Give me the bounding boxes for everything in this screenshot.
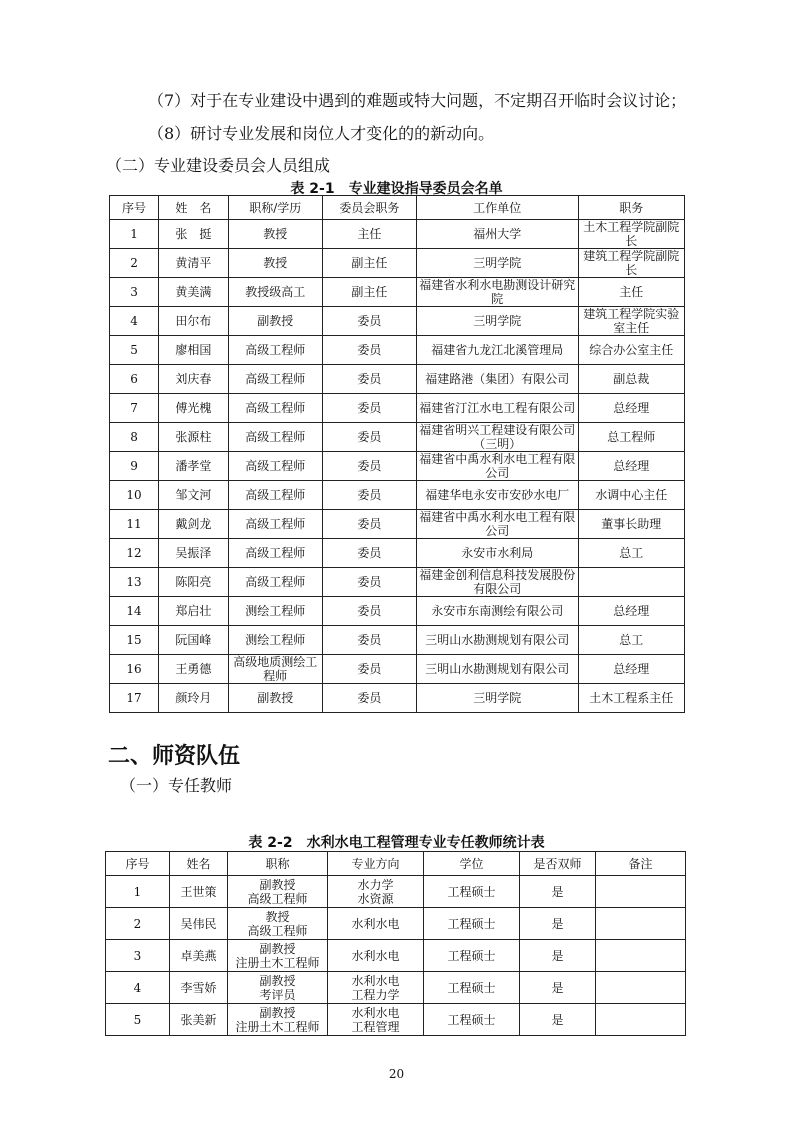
committee-table-cell: 委员 [322, 452, 416, 481]
committee-table-row [110, 220, 685, 249]
committee-table-cell: 副教授 [228, 307, 322, 336]
teacher-table-header-cell: 学位 [424, 852, 520, 876]
teacher-table-cell: 工程硕士 [424, 1004, 520, 1036]
teacher-table-cell: 副教授 注册土木工程师 [228, 940, 328, 972]
teacher-table-row [106, 876, 686, 908]
teacher-table-cell: 吴伟民 [170, 908, 228, 940]
committee-table-row [110, 249, 685, 278]
paragraph-item-8: （8）研讨专业发展和岗位人才变化的的新动向。 [148, 124, 495, 143]
committee-table-row [110, 336, 685, 365]
committee-table-row [110, 539, 685, 568]
committee-table-cell: 高级工程师 [228, 568, 322, 597]
committee-table-cell: 福建金创利信息科技发展股份有限公司 [416, 568, 578, 597]
committee-table-cell: 福建省汀江水电工程有限公司 [416, 394, 578, 423]
committee-table-cell: 13 [110, 568, 159, 597]
teacher-table-cell: 副教授 考评员 [228, 972, 328, 1004]
committee-table-row [110, 278, 685, 307]
committee-table-row [110, 394, 685, 423]
committee-table-cell: 委员 [322, 510, 416, 539]
committee-table-cell: 福建华电永安市安砂水电厂 [416, 481, 578, 510]
committee-table-cell: 委员 [322, 568, 416, 597]
committee-table-cell: 委员 [322, 481, 416, 510]
committee-table-header-cell: 工作单位 [416, 196, 578, 220]
teacher-table-cell: 是 [520, 908, 596, 940]
committee-table-cell: 黄美满 [159, 278, 229, 307]
committee-table-cell: 3 [110, 278, 159, 307]
subsection-title-committee: （二）专业建设委员会人员组成 [106, 156, 331, 175]
committee-table-cell: 11 [110, 510, 159, 539]
committee-table-cell: 高级工程师 [228, 539, 322, 568]
committee-table-cell: 郑启壮 [159, 597, 229, 626]
committee-table-cell: 8 [110, 423, 159, 452]
teacher-table-row [106, 940, 686, 972]
committee-table-cell: 福建省中禹水利水电工程有限公司 [416, 510, 578, 539]
committee-table-cell: 副总裁 [578, 365, 684, 394]
committee-table-row [110, 626, 685, 655]
committee-table-cell: 教授级高工 [228, 278, 322, 307]
committee-table [109, 195, 685, 713]
committee-table-cell: 三明山水勘测规划有限公司 [416, 655, 578, 684]
committee-table-cell: 土木工程系主任 [578, 684, 684, 713]
committee-table-header-cell: 职务 [578, 196, 684, 220]
committee-table-cell: 福建省中禹水利水电工程有限公司 [416, 452, 578, 481]
teacher-table-header-cell: 专业方向 [328, 852, 424, 876]
committee-table-cell: 总经理 [578, 452, 684, 481]
section-title-faculty: 二、师资队伍 [108, 744, 241, 769]
teacher-table-header-cell: 职称 [228, 852, 328, 876]
committee-table-cell: 委员 [322, 684, 416, 713]
committee-table-cell: 委员 [322, 307, 416, 336]
committee-table-cell: 福建路港（集团）有限公司 [416, 365, 578, 394]
committee-table-cell: 17 [110, 684, 159, 713]
teacher-table-row [106, 908, 686, 940]
committee-table-cell: 高级工程师 [228, 423, 322, 452]
teacher-table-cell: 5 [106, 1004, 170, 1036]
committee-table-row [110, 365, 685, 394]
committee-table-cell: 主任 [322, 220, 416, 249]
teacher-table-cell: 张美新 [170, 1004, 228, 1036]
teacher-table-cell: 3 [106, 940, 170, 972]
teacher-table-cell: 是 [520, 1004, 596, 1036]
teacher-table-cell: 4 [106, 972, 170, 1004]
committee-table-cell: 16 [110, 655, 159, 684]
committee-table-cell: 三明学院 [416, 307, 578, 336]
committee-table-cell: 委员 [322, 336, 416, 365]
committee-table-cell: 高级工程师 [228, 394, 322, 423]
committee-table-cell: 4 [110, 307, 159, 336]
committee-table-cell [578, 568, 684, 597]
committee-table-cell: 福建省水利水电勘测设计研究院 [416, 278, 578, 307]
committee-table-cell: 教授 [228, 220, 322, 249]
committee-table-cell: 委员 [322, 423, 416, 452]
committee-table-cell: 建筑工程学院副院长 [578, 249, 684, 278]
committee-table-cell: 邹文河 [159, 481, 229, 510]
teacher-table-header-cell: 姓名 [170, 852, 228, 876]
committee-table-cell: 傅光槐 [159, 394, 229, 423]
committee-table-cell: 永安市水利局 [416, 539, 578, 568]
committee-table-cell: 高级工程师 [228, 365, 322, 394]
committee-table-cell: 总工 [578, 626, 684, 655]
teacher-table-cell: 王世策 [170, 876, 228, 908]
committee-table-cell: 2 [110, 249, 159, 278]
committee-table-cell: 10 [110, 481, 159, 510]
committee-table-row [110, 423, 685, 452]
committee-table-cell: 三明学院 [416, 249, 578, 278]
committee-table-cell: 张 挺 [159, 220, 229, 249]
teacher-table-cell: 教授 高级工程师 [228, 908, 328, 940]
teacher-table-cell: 李雪娇 [170, 972, 228, 1004]
teacher-table-cell: 是 [520, 940, 596, 972]
committee-table-row [110, 510, 685, 539]
committee-table-row [110, 452, 685, 481]
subsection-title-fulltime: （一）专任教师 [120, 776, 233, 795]
committee-table-cell: 1 [110, 220, 159, 249]
teacher-table-cell: 1 [106, 876, 170, 908]
committee-table-cell: 总工程师 [578, 423, 684, 452]
committee-table-cell: 委员 [322, 394, 416, 423]
committee-table-cell: 总经理 [578, 394, 684, 423]
teacher-table-cell: 是 [520, 972, 596, 1004]
committee-table-header-cell: 委员会职务 [322, 196, 416, 220]
committee-table-row [110, 307, 685, 336]
teacher-table-cell: 水利水电 [328, 908, 424, 940]
committee-table-cell: 测绘工程师 [228, 626, 322, 655]
committee-table-cell: 7 [110, 394, 159, 423]
committee-table-cell: 王勇德 [159, 655, 229, 684]
teacher-table-cell: 工程硕士 [424, 876, 520, 908]
table2-caption: 表 2-2 水利水电工程管理专业专任教师统计表 [248, 835, 545, 851]
teacher-table-cell: 水利水电 [328, 940, 424, 972]
committee-table-cell: 田尔布 [159, 307, 229, 336]
committee-table-cell: 委员 [322, 597, 416, 626]
teacher-table-cell [596, 972, 686, 1004]
committee-table-cell: 6 [110, 365, 159, 394]
committee-table-cell: 高级工程师 [228, 336, 322, 365]
committee-table-cell: 福州大学 [416, 220, 578, 249]
teacher-table-header-cell: 序号 [106, 852, 170, 876]
committee-table-cell: 教授 [228, 249, 322, 278]
committee-table-cell: 委员 [322, 539, 416, 568]
committee-table-cell: 副教授 [228, 684, 322, 713]
teacher-table-cell: 水力学 水资源 [328, 876, 424, 908]
teacher-table-header-cell: 备注 [596, 852, 686, 876]
committee-table-cell: 刘庆春 [159, 365, 229, 394]
committee-table-cell: 委员 [322, 655, 416, 684]
committee-table-cell: 戴剑龙 [159, 510, 229, 539]
teacher-table-row [106, 972, 686, 1004]
committee-table-row [110, 655, 685, 684]
paragraph-item-7: （7）对于在专业建设中遇到的难题或特大问题，不定期召开临时会议讨论； [148, 91, 687, 110]
committee-table-cell: 福建省九龙江北溪管理局 [416, 336, 578, 365]
committee-table-cell: 委员 [322, 626, 416, 655]
committee-table-cell: 水调中心主任 [578, 481, 684, 510]
teacher-table-cell: 副教授 高级工程师 [228, 876, 328, 908]
teacher-table-cell: 水利水电 工程力学 [328, 972, 424, 1004]
committee-table-cell: 高级工程师 [228, 452, 322, 481]
teacher-table-cell: 副教授 注册土木工程师 [228, 1004, 328, 1036]
teacher-table-cell: 工程硕士 [424, 940, 520, 972]
committee-table-cell: 9 [110, 452, 159, 481]
committee-table-cell: 总经理 [578, 597, 684, 626]
teacher-table-cell [596, 1004, 686, 1036]
table1-caption: 表 2-1 专业建设指导委员会名单 [290, 181, 503, 197]
committee-table-cell: 12 [110, 539, 159, 568]
teacher-table-header-cell: 是否双师 [520, 852, 596, 876]
committee-table-cell: 委员 [322, 365, 416, 394]
page-number: 20 [388, 1067, 405, 1081]
teacher-table-cell: 工程硕士 [424, 972, 520, 1004]
committee-table-cell: 潘孝堂 [159, 452, 229, 481]
committee-table-header-cell: 职称/学历 [228, 196, 322, 220]
committee-table-cell: 高级地质测绘工程师 [228, 655, 322, 684]
teacher-table-cell [596, 876, 686, 908]
committee-table-cell: 总工 [578, 539, 684, 568]
committee-table-cell: 福建省明兴工程建设有限公司（三明） [416, 423, 578, 452]
teacher-table-cell: 水利水电 工程管理 [328, 1004, 424, 1036]
committee-table-cell: 测绘工程师 [228, 597, 322, 626]
committee-table-cell: 综合办公室主任 [578, 336, 684, 365]
teacher-table-cell: 2 [106, 908, 170, 940]
committee-table-header-cell: 姓 名 [159, 196, 229, 220]
committee-table-header-cell: 序号 [110, 196, 159, 220]
committee-table-cell: 黄清平 [159, 249, 229, 278]
committee-table-cell: 5 [110, 336, 159, 365]
committee-table-row [110, 481, 685, 510]
committee-table-cell: 廖相国 [159, 336, 229, 365]
teacher-table-cell [596, 940, 686, 972]
committee-table-row [110, 597, 685, 626]
teacher-table-cell: 卓美燕 [170, 940, 228, 972]
committee-table-cell: 土木工程学院副院长 [578, 220, 684, 249]
committee-table-row [110, 684, 685, 713]
teacher-table-cell: 工程硕士 [424, 908, 520, 940]
committee-table-cell: 永安市东南测绘有限公司 [416, 597, 578, 626]
committee-table-row [110, 568, 685, 597]
committee-table-cell: 三明山水勘测规划有限公司 [416, 626, 578, 655]
committee-table-cell: 副主任 [322, 249, 416, 278]
committee-table-cell: 高级工程师 [228, 510, 322, 539]
committee-table-cell: 总经理 [578, 655, 684, 684]
committee-table-cell: 高级工程师 [228, 481, 322, 510]
teacher-table-cell [596, 908, 686, 940]
committee-table-cell: 副主任 [322, 278, 416, 307]
committee-table-cell: 15 [110, 626, 159, 655]
committee-table-cell: 建筑工程学院实验室主任 [578, 307, 684, 336]
committee-table-cell: 颜玲月 [159, 684, 229, 713]
teacher-table-row [106, 1004, 686, 1036]
committee-table-cell: 吴振泽 [159, 539, 229, 568]
committee-table-cell: 阮国峰 [159, 626, 229, 655]
committee-table-cell: 张源柱 [159, 423, 229, 452]
committee-table-cell: 14 [110, 597, 159, 626]
teacher-table-cell: 是 [520, 876, 596, 908]
teacher-table [105, 851, 686, 1036]
committee-table-cell: 三明学院 [416, 684, 578, 713]
committee-table-cell: 董事长助理 [578, 510, 684, 539]
committee-table-cell: 陈阳亮 [159, 568, 229, 597]
committee-table-cell: 主任 [578, 278, 684, 307]
